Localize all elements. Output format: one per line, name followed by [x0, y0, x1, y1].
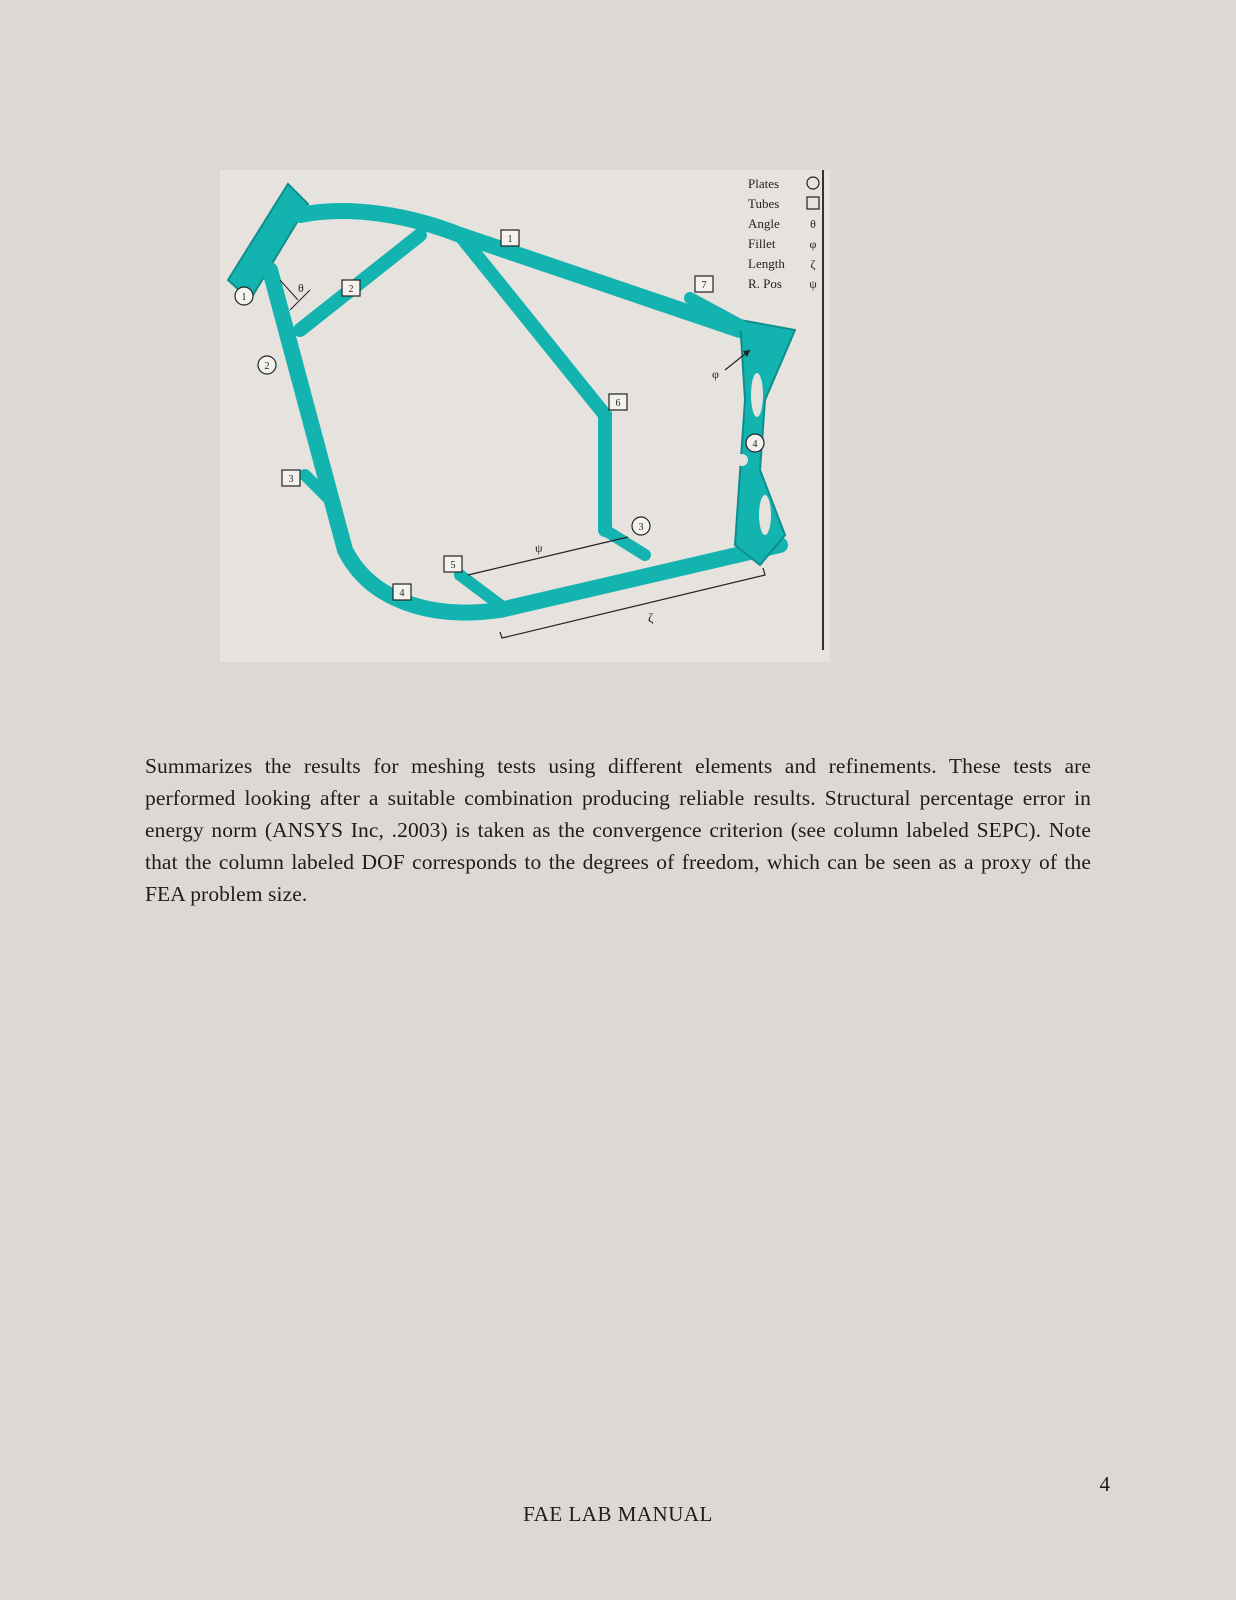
- legend-label-plates: Plates: [748, 176, 780, 191]
- legend-label-angle: Angle: [748, 216, 780, 231]
- plate-marker-4: 4: [752, 439, 758, 450]
- length-label: ζ: [648, 610, 654, 625]
- tube-marker-1: 1: [507, 234, 513, 245]
- legend-symbol-length: ζ: [810, 257, 816, 271]
- page-number: 4: [1099, 1472, 1110, 1496]
- tube-marker-3: 3: [288, 474, 294, 485]
- plate-marker-1: 1: [241, 292, 247, 303]
- plate-marker-3: 3: [638, 522, 644, 533]
- tube-marker-7: 7: [701, 280, 707, 291]
- fillet-label: φ: [712, 367, 719, 381]
- tube-marker-6: 6: [615, 398, 621, 409]
- rpos-label: ψ: [535, 541, 543, 555]
- tube-marker-2: 2: [348, 284, 354, 295]
- legend-symbol-fillet: φ: [809, 237, 817, 251]
- legend-label-length: Length: [748, 256, 785, 271]
- plate-marker-2: 2: [264, 361, 270, 372]
- legend-label-fillet: Fillet: [748, 236, 776, 251]
- legend-symbol-angle: θ: [810, 217, 816, 231]
- motorcycle-frame-figure: [220, 170, 850, 662]
- legend-symbol-rpos: ψ: [809, 277, 817, 291]
- footer-title: FAE LAB MANUAL: [523, 1502, 713, 1526]
- rear-plate-slot-top: [751, 373, 763, 417]
- legend-label-rpos: R. Pos: [748, 276, 782, 291]
- tube-marker-5: 5: [450, 560, 456, 571]
- rear-plate-slot-bottom: [759, 495, 771, 535]
- legend-label-tubes: Tubes: [748, 196, 780, 211]
- rear-plate-hole: [736, 454, 748, 466]
- body-paragraph: Summarizes the results for meshing tests using different elements and refinements. These tests are performed looking after a suitable combination producing reliable results. Structural percentage error in energy norm (ANSYS Inc, .2003) is taken as the convergence criterion (see column labeled SEPC). Note that the column labeled DOF corresponds to the degrees of freedom, which can be seen as a proxy of the FEA problem size.: [145, 753, 1091, 907]
- tube-marker-4: 4: [399, 588, 405, 599]
- angle-label: θ: [298, 281, 304, 295]
